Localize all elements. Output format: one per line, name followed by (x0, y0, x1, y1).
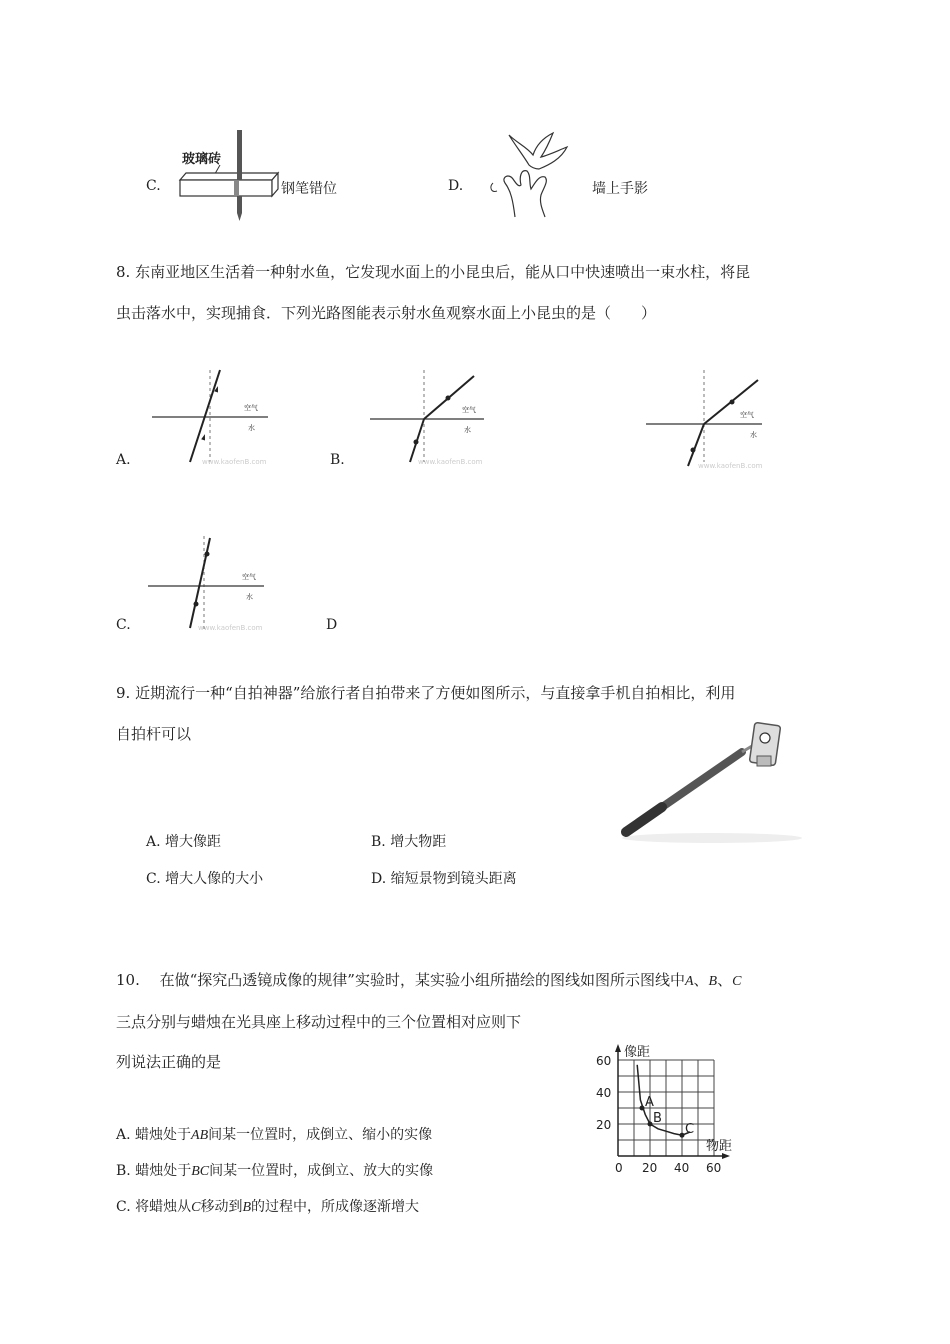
q10-option-c (116, 1196, 419, 1216)
q8-option-d: D (326, 617, 338, 633)
q9-option-a: A. 增大像距 (146, 834, 222, 850)
var-c: C (732, 974, 742, 989)
point-label-c: C (685, 1122, 695, 1138)
air-label: 空气 (242, 573, 256, 581)
option-b-prefix: B. 蜡烛处于 (116, 1163, 192, 1179)
q10-line-1-text: 10. 在做“探究凸透镜成像的规律”实验时，某实验小组所描绘的图线如图所示图线中 (116, 971, 685, 989)
q9-line-2: 自拍杆可以 (116, 725, 192, 743)
watermark: www.kaofenB.com (698, 462, 763, 470)
ray-arrow-upper (446, 396, 451, 401)
brick-front-face (180, 180, 272, 196)
light-ray (190, 370, 220, 462)
point-a (640, 1106, 645, 1111)
hand-detail (491, 183, 497, 191)
q7-option-c-text: 钢笔错位 (281, 181, 337, 197)
q7-option-d-letter: D. (448, 178, 464, 194)
chart-grid (618, 1060, 714, 1156)
option-b-var: BC (191, 1164, 210, 1179)
hands-outline (504, 171, 546, 217)
image-distance-chart (590, 1028, 760, 1173)
option-a-prefix: A. 蜡烛处于 (116, 1127, 192, 1143)
stick-grip (626, 807, 662, 832)
stick-shadow (622, 833, 802, 843)
q10-option-b (116, 1160, 433, 1180)
phone-holder-base (757, 756, 771, 766)
q9-option-b: B. 增大物距 (371, 834, 447, 850)
option-c-var-2: B (242, 1200, 252, 1215)
ray-arrow-lower (691, 448, 696, 453)
q10-option-a (116, 1124, 432, 1144)
option-b-suffix: 间某一位置时，成倒立、放大的实像 (209, 1163, 434, 1179)
option-a-var: AB (191, 1128, 209, 1143)
ray-arrow-upper (730, 400, 735, 405)
brick-top-face (180, 173, 278, 180)
q8-diagram-b (360, 362, 510, 472)
water-label: 水 (464, 426, 471, 434)
pen-top (237, 130, 242, 180)
separator: 、 (693, 971, 709, 989)
y-axis-label: 像距 (624, 1045, 651, 1060)
watermark: www.kaofenB.com (202, 458, 267, 466)
selfie-stick-figure (612, 718, 812, 848)
separator: 、 (717, 971, 733, 989)
y-tick-label: 40 (596, 1086, 612, 1100)
option-c-middle: 移动到 (200, 1199, 243, 1215)
water-label: 水 (246, 593, 253, 601)
hand-shadow-figure (487, 125, 587, 225)
x-tick-label: 60 (706, 1161, 722, 1173)
point-b (648, 1122, 653, 1127)
water-label: 水 (248, 424, 255, 432)
water-label: 水 (750, 431, 757, 439)
ray-arrow-lower (201, 434, 207, 441)
option-c-var-1: C (191, 1200, 201, 1215)
air-label: 空气 (740, 411, 754, 419)
option-c-suffix: 的过程中，所成像逐渐增大 (251, 1199, 420, 1215)
watermark: www.kaofenB.com (418, 458, 483, 466)
q7-option-d-text: 墙上手影 (592, 181, 648, 197)
point-label-b: B (653, 1111, 662, 1126)
q10-line-3: 列说法正确的是 (116, 1053, 222, 1071)
glass-brick-pen-figure (170, 125, 280, 225)
q8-option-c: C. (116, 617, 131, 633)
camera-lens-icon (760, 733, 770, 743)
q8-diagram-a (140, 362, 290, 472)
x-tick-label: 0 (615, 1161, 623, 1173)
option-a-suffix: 间某一位置时，成倒立、缩小的实像 (208, 1127, 433, 1143)
x-tick-label: 40 (674, 1161, 690, 1173)
ray-arrow-lower (414, 440, 419, 445)
y-tick-label: 20 (596, 1118, 612, 1132)
var-a: A (684, 974, 694, 989)
q8-option-a: A. (116, 452, 131, 468)
pen-refracted (234, 181, 239, 196)
watermark: www.kaofenB.com (198, 624, 263, 632)
y-tick-label: 60 (596, 1054, 612, 1068)
q8-line-2: 虫击落水中，实现捕食．下列光路图能表示射水鱼观察水面上小昆虫的是（ ） (116, 304, 657, 322)
q8-diagram-c (140, 530, 290, 640)
air-label: 空气 (462, 406, 476, 414)
air-label: 空气 (244, 404, 258, 412)
q9-option-d: D. 缩短景物到镜头距离 (371, 871, 517, 887)
x-tick-label: 20 (642, 1161, 658, 1173)
light-ray-water (688, 424, 704, 466)
ray-arrow-lower (194, 602, 199, 607)
bird-shadow-outline (509, 133, 567, 169)
q8-option-b: B. (330, 452, 345, 468)
q10-line-1 (116, 970, 741, 992)
q7-option-c-letter: C. (146, 178, 161, 194)
q8-diagram-d (640, 362, 790, 472)
q9-line-1: 9. 近期流行一种“自拍神器”给旅行者自拍带来了方便如图所示，与直接拿手机自拍相比，利用 (116, 684, 736, 702)
pen-tip (237, 213, 242, 221)
option-c-prefix: C. 将蜡烛从 (116, 1199, 192, 1215)
y-axis-arrow (615, 1044, 621, 1052)
ray-arrow-upper (205, 552, 210, 557)
glass-brick-label: 玻璃砖 (182, 152, 222, 167)
pen-bottom (237, 196, 242, 213)
point-c (680, 1133, 685, 1138)
q10-line-2: 三点分别与蜡烛在光具座上移动过程中的三个位置相对应则下 (116, 1013, 522, 1031)
x-axis-label: 物距 (706, 1139, 733, 1154)
q8-line-1: 8. 东南亚地区生活着一种射水鱼，它发现水面上的小昆虫后，能从口中快速喷出一束水柱，将昆 (116, 263, 751, 281)
var-b: B (708, 974, 718, 989)
q9-option-c: C. 增大人像的大小 (146, 871, 264, 887)
point-label-a: A (645, 1095, 654, 1110)
